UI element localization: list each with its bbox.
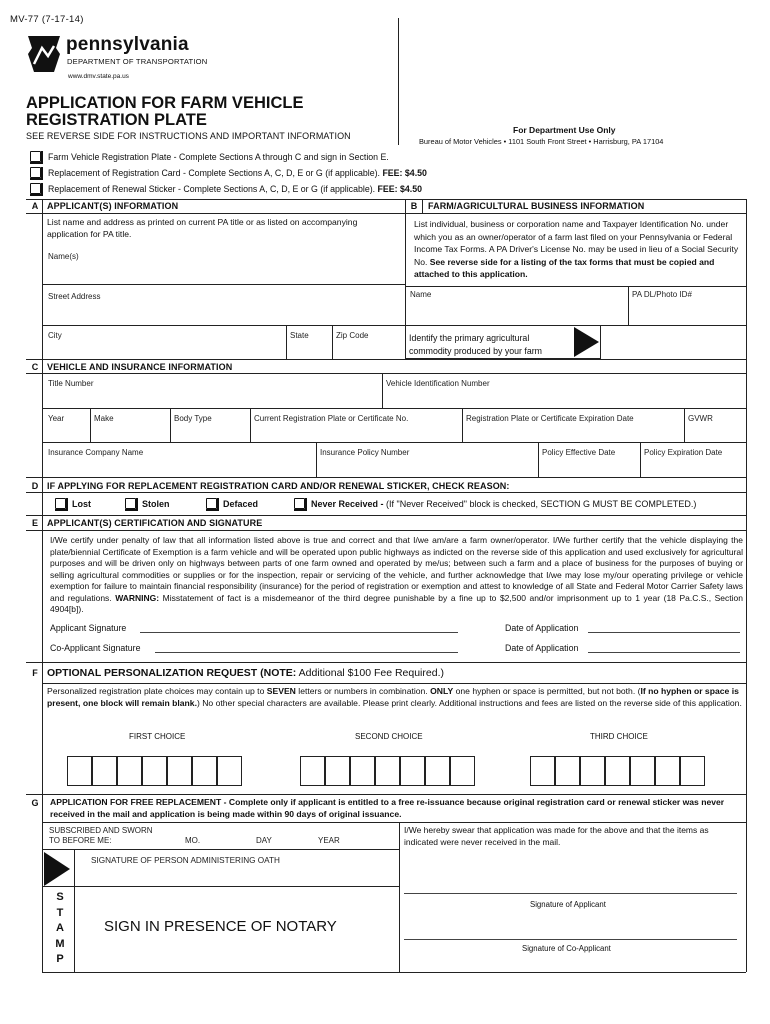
third-choice-char-5[interactable] xyxy=(630,756,655,786)
policy-effective-label: Policy Effective Date xyxy=(542,448,616,457)
title-number-field[interactable] xyxy=(44,389,380,407)
website: www.dmv.state.pa.us xyxy=(68,73,129,80)
second-choice-label: SECOND CHOICE xyxy=(355,732,423,741)
stamp-letter-s: S xyxy=(56,891,64,903)
first-choice-char-7[interactable] xyxy=(217,756,242,786)
section-f-tag: F xyxy=(32,668,38,678)
notary-instruction: SIGN IN PRESENCE OF NOTARY xyxy=(104,918,337,935)
option-checkbox-3[interactable] xyxy=(30,183,41,194)
current-plate-field[interactable] xyxy=(252,424,460,441)
section-e-tag: E xyxy=(31,518,38,528)
second-choice-char-5[interactable] xyxy=(400,756,425,786)
city-field[interactable] xyxy=(44,340,284,358)
applicant-signature-g-label: Signature of Applicant xyxy=(530,900,606,909)
section-f-title xyxy=(47,667,444,679)
pers-bold-2: If no hyphen or space is present, one block will remain blank. xyxy=(47,686,739,708)
policy-effective-field[interactable] xyxy=(540,458,638,476)
header-divider xyxy=(398,18,399,145)
stolen-label: Stolen xyxy=(142,499,170,509)
never-received-checkbox[interactable] xyxy=(294,498,305,509)
option-label-1: Farm Vehicle Registration Plate - Complete Sections A through C and sign in Section E. xyxy=(48,152,389,162)
city-label: City xyxy=(48,331,62,340)
never-received-note: (If "Never Received" block is checked, SECTION G MUST BE COMPLETED.) xyxy=(386,499,697,509)
second-choice-char-4[interactable] xyxy=(375,756,400,786)
stamp-letter-a: A xyxy=(56,922,64,934)
gvwr-field[interactable] xyxy=(686,424,744,441)
section-f-note-lead: (NOTE: xyxy=(257,667,297,679)
pers-seven: SEVEN xyxy=(266,686,296,696)
names-label: Name(s) xyxy=(48,252,79,261)
coapplicant-signature-field[interactable] xyxy=(155,640,458,653)
stamp-letter-m: M xyxy=(55,937,65,950)
date-of-application-label: Date of Application xyxy=(505,623,579,633)
form-title-line1: APPLICATION FOR FARM VEHICLE xyxy=(26,94,304,112)
first-choice-char-5[interactable] xyxy=(167,756,192,786)
keystone-logo-icon xyxy=(26,34,62,74)
coapplicant-signature-label: Co-Applicant Signature xyxy=(50,643,141,653)
section-c-tag: C xyxy=(31,362,39,372)
second-choice-char-7[interactable] xyxy=(450,756,475,786)
policy-expiration-label: Policy Expiration Date xyxy=(644,448,723,457)
dl-label: PA DL/Photo ID# xyxy=(632,290,692,299)
coapplicant-signature-g-field[interactable] xyxy=(404,928,737,940)
current-plate-label: Current Registration Plate or Certificate No. xyxy=(254,414,409,423)
stamp-letter-t: T xyxy=(56,906,64,919)
first-choice-char-6[interactable] xyxy=(192,756,217,786)
state-field[interactable] xyxy=(288,340,330,358)
first-choice-char-4[interactable] xyxy=(142,756,167,786)
form-title-line2: REGISTRATION PLATE xyxy=(26,111,207,129)
never-received-text xyxy=(311,499,696,509)
body-type-label: Body Type xyxy=(174,414,212,423)
logo-department: DEPARTMENT OF TRANSPORTATION xyxy=(67,57,208,66)
defaced-label: Defaced xyxy=(223,499,259,509)
stolen-checkbox[interactable] xyxy=(125,498,136,509)
section-g-tag: G xyxy=(31,798,39,808)
expiration-label: Registration Plate or Certificate Expiration Date xyxy=(466,414,634,423)
section-e-title: APPLICANT(S) CERTIFICATION AND SIGNATURE xyxy=(47,518,263,528)
personalization-instructions xyxy=(47,686,743,709)
certification-body: I/We certify under penalty of law that all information listed above is true and correct and that I/we am/are a farm owner/operator. I/We further certify that the vehicle displaying the plate/biennial Certificate of Exemption is a farm vehicle and will be operated upon public highways as indicted on the reverse side of this application and used exclusively for agricultural purposes and will be driven only on highways between parts of one farm owned and operated by me/us; between such a farm and a place of business for the purposes of buying or selling agricultural commodities or supplies or for the inspection, repair or servicing of the vehicle, and further acknowledge that I/we may lose my/our operating privilege or vehicle exemption for failure to maintain financial responsibility (insurance) for the period of registration or exemption and attest to knowledge of all State and Federal Motor Carrier Safety laws and regulations. xyxy=(50,535,743,603)
never-received-label: Never Received - xyxy=(311,499,387,509)
defaced-checkbox[interactable] xyxy=(206,498,217,509)
section-a-title: APPLICANT(S) INFORMATION xyxy=(47,201,179,211)
dl-field[interactable] xyxy=(630,300,744,324)
names-field[interactable] xyxy=(44,262,404,282)
sign-arrow-icon xyxy=(44,852,70,886)
form-code: MV-77 (7-17-14) xyxy=(10,14,84,25)
year-label: Year xyxy=(48,414,65,423)
first-choice-char-1[interactable] xyxy=(67,756,92,786)
business-name-field[interactable] xyxy=(407,300,625,324)
third-choice-char-3[interactable] xyxy=(580,756,605,786)
expiration-field[interactable] xyxy=(464,424,682,441)
vin-field[interactable] xyxy=(384,389,744,407)
insurance-company-label: Insurance Company Name xyxy=(48,448,144,457)
option-checkbox-2[interactable] xyxy=(30,167,41,178)
third-choice-char-2[interactable] xyxy=(555,756,580,786)
option-label-3: Replacement of Renewal Sticker - Complete Sections A, C, D, E or G (if applicable). xyxy=(48,184,378,194)
street-field[interactable] xyxy=(44,302,404,324)
date-of-application-field[interactable] xyxy=(588,620,740,633)
zip-field[interactable] xyxy=(334,340,404,358)
insurance-policy-field[interactable] xyxy=(318,458,536,476)
co-date-of-application-field[interactable] xyxy=(588,640,740,653)
zip-label: Zip Code xyxy=(336,331,369,340)
oath-signature-field[interactable] xyxy=(74,866,396,884)
coapplicant-signature-g-label: Signature of Co-Applicant xyxy=(522,944,611,953)
second-choice-char-3[interactable] xyxy=(350,756,375,786)
section-f-note: Additional $100 Fee Required.) xyxy=(296,667,444,679)
body-type-field[interactable] xyxy=(172,424,248,441)
year-label-g: YEAR xyxy=(318,836,340,845)
section-c-title: VEHICLE AND INSURANCE INFORMATION xyxy=(47,362,233,372)
insurance-company-field[interactable] xyxy=(44,458,314,476)
third-choice-char-1[interactable] xyxy=(530,756,555,786)
sworn-label-2: TO BEFORE ME: xyxy=(49,836,112,845)
third-choice-char-7[interactable] xyxy=(680,756,705,786)
pers-only: ONLY xyxy=(430,686,454,696)
insurance-policy-label: Insurance Policy Number xyxy=(320,448,410,457)
section-a-instruction: List name and address as printed on current PA title or as listed on accompanying application for PA title. xyxy=(47,217,358,239)
section-b-instruction xyxy=(414,218,743,281)
commodity-label: Identify the primary agricultural commodity produced by your farm xyxy=(409,333,542,356)
policy-expiration-field[interactable] xyxy=(642,458,744,476)
pers-text-4: ) No other special characters are available. Please print clearly. Additional instructions and fees are listed on the reverse side of this application. xyxy=(196,697,742,708)
make-label: Make xyxy=(94,414,114,423)
applicant-signature-label: Applicant Signature xyxy=(50,623,127,633)
third-choice-char-4[interactable] xyxy=(605,756,630,786)
pers-text-2: letters or numbers in combination. xyxy=(295,686,431,696)
vin-label: Vehicle Identification Number xyxy=(386,379,490,388)
option-fee-2: FEE: $4.50 xyxy=(382,168,427,178)
first-choice-label: FIRST CHOICE xyxy=(129,732,186,741)
lost-checkbox[interactable] xyxy=(55,498,66,509)
section-f-title-text: OPTIONAL PERSONALIZATION REQUEST xyxy=(47,667,258,679)
option-text-3 xyxy=(48,184,422,194)
section-b-title: FARM/AGRICULTURAL BUSINESS INFORMATION xyxy=(428,201,645,211)
section-d-tag: D xyxy=(31,481,39,491)
option-checkbox-1[interactable] xyxy=(30,151,41,162)
option-fee-3: FEE: $4.50 xyxy=(377,184,423,194)
option-text-1 xyxy=(48,152,389,162)
option-text-2 xyxy=(48,168,427,178)
first-choice-char-2[interactable] xyxy=(92,756,117,786)
sworn-label-1: SUBSCRIBED AND SWORN xyxy=(49,826,153,835)
section-d-title: IF APPLYING FOR REPLACEMENT REGISTRATION CARD AND/OR RENEWAL STICKER, CHECK REASON: xyxy=(47,481,510,491)
gvwr-label: GVWR xyxy=(688,414,713,423)
month-label: MO. xyxy=(185,836,201,845)
department-use-label: For Department Use Only xyxy=(513,125,616,135)
pers-text-3: one hyphen or space is permitted, but not both. ( xyxy=(453,686,641,696)
co-date-of-application-label: Date of Application xyxy=(505,643,579,653)
section-a-tag: A xyxy=(31,201,39,211)
day-label: DAY xyxy=(256,836,272,845)
oath-signature-label: SIGNATURE OF PERSON ADMINISTERING OATH xyxy=(91,856,280,865)
street-label: Street Address xyxy=(48,292,101,301)
section-b-instruction-bold: See reverse side for a listing of the tax forms that must be copied and attached to this application. xyxy=(414,256,715,280)
section-b-tag: B xyxy=(410,201,418,211)
applicant-signature-field[interactable] xyxy=(140,620,458,633)
second-choice-char-2[interactable] xyxy=(325,756,350,786)
first-choice-char-3[interactable] xyxy=(117,756,142,786)
stamp-letters xyxy=(50,890,70,968)
applicant-signature-g-field[interactable] xyxy=(404,882,737,894)
form-subtitle: SEE REVERSE SIDE FOR INSTRUCTIONS AND IMPORTANT INFORMATION xyxy=(26,131,351,141)
make-field[interactable] xyxy=(92,424,168,441)
arrow-right-icon xyxy=(574,327,599,357)
warning-label: WARNING: xyxy=(115,592,160,603)
option-label-2: Replacement of Registration Card - Complete Sections A, C, D, E or G (if applicable). xyxy=(48,168,383,178)
year-field[interactable] xyxy=(44,424,88,441)
third-choice-label: THIRD CHOICE xyxy=(590,732,648,741)
swear-statement: I/We hereby swear that application was made for the above and that the items as indicated were never received in the mail. xyxy=(404,825,709,847)
third-choice-char-6[interactable] xyxy=(655,756,680,786)
warning-text: Misstatement of fact is a misdemeanor of the third degree punishable by a fine up to $2,500 and/or imprisonment up to 1 year (18 Pa.C.S., Section 4904[b]). xyxy=(50,592,743,614)
second-choice-char-6[interactable] xyxy=(425,756,450,786)
section-g-title: APPLICATION FOR FREE REPLACEMENT - Complete only if applicant is entitled to a free re-issuance because original registration card or renewal sticker was never received in the mail and application is being made within 90 days of original issuance. xyxy=(50,797,725,819)
lost-label: Lost xyxy=(72,499,91,509)
business-name-label: Name xyxy=(410,290,432,299)
title-number-label: Title Number xyxy=(48,379,94,388)
certification-text xyxy=(50,535,743,616)
logo-word: pennsylvania xyxy=(66,34,189,55)
bureau-address: Bureau of Motor Vehicles • 1101 South Front Street • Harrisburg, PA 17104 xyxy=(419,137,664,146)
pers-text-1: Personalized registration plate choices may contain up to xyxy=(47,686,267,696)
commodity-field[interactable] xyxy=(603,327,744,358)
state-label: State xyxy=(290,331,309,340)
second-choice-char-1[interactable] xyxy=(300,756,325,786)
section-b-instruction-text: List individual, business or corporation name and Taxpayer Identification No. under which you as an owner/operator of a farm last filed on your Pennsylvania or Federal Income Tax Forms. A PA Driver's License No. may be used in lieu of a Social Security No. xyxy=(414,219,739,267)
stamp-letter-p: P xyxy=(56,953,64,965)
